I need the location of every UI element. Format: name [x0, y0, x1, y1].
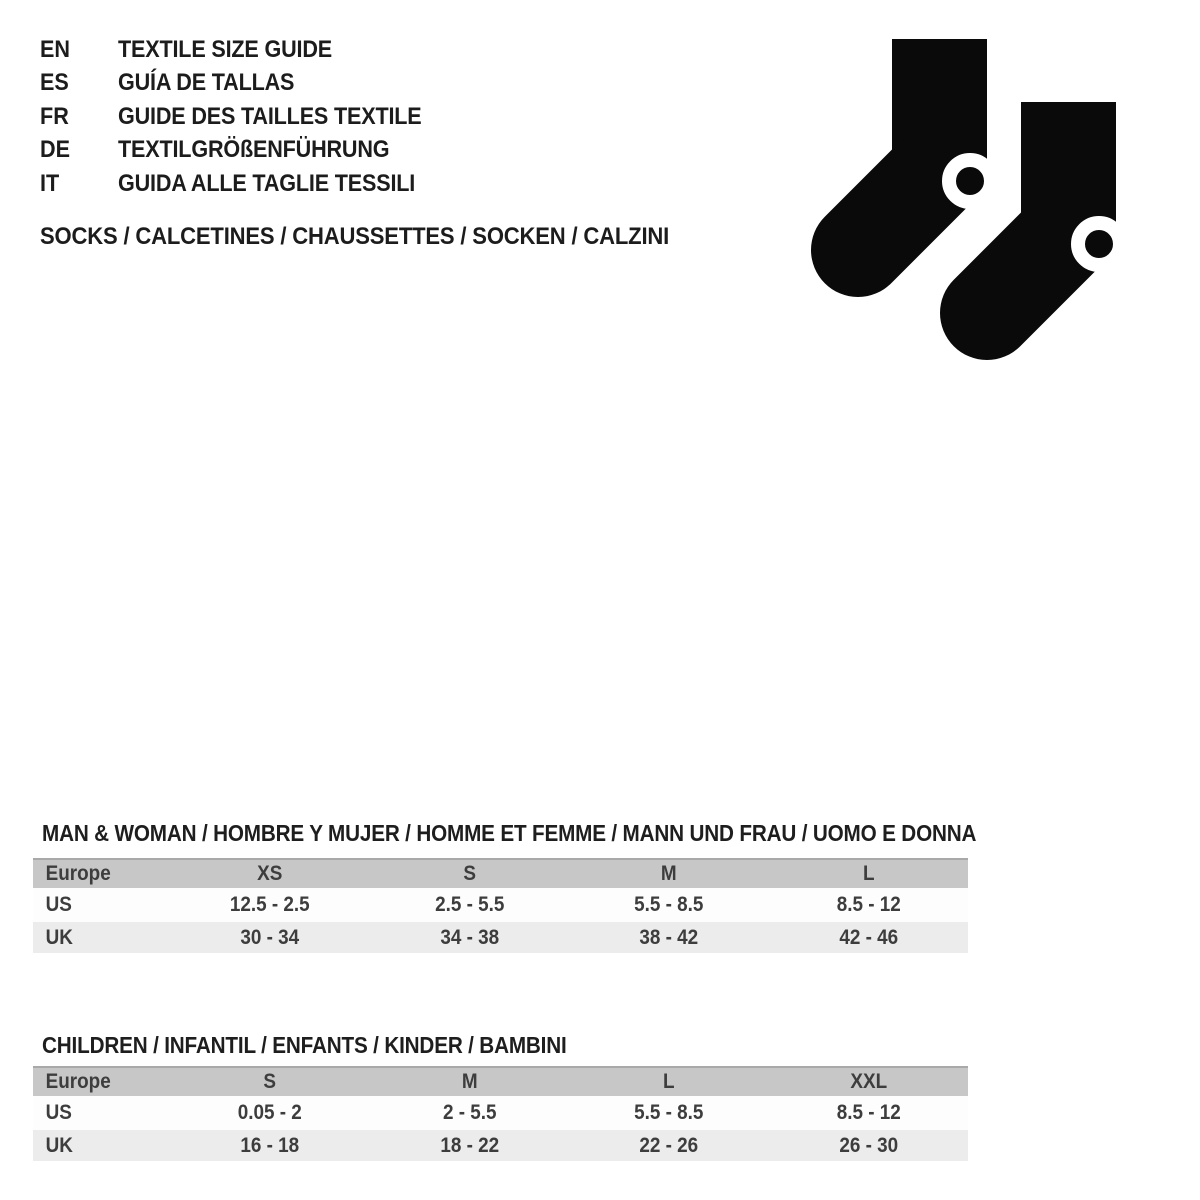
table-row-us [33, 888, 968, 922]
size-value-cell: 22 - 26 [639, 1133, 699, 1157]
size-table-title-children: CHILDREN / INFANTIL / ENFANTS / KINDER / BAMBINI [42, 1031, 567, 1058]
column-header-size: M [461, 1070, 478, 1093]
size-value-cell: 12.5 - 2.5 [229, 893, 310, 916]
language-row-fr [40, 100, 455, 134]
size-value-cell: 0.05 - 2 [237, 1101, 302, 1124]
product-category-text: SOCKS / CALCETINES / CHAUSSETTES / SOCKEN / CALZINI [40, 223, 670, 250]
table-header-row [33, 1066, 968, 1096]
language-row-de [40, 134, 455, 168]
column-header-size: XXL [849, 1070, 887, 1093]
socks-icon [810, 28, 1132, 364]
size-value-cell: 42 - 46 [838, 925, 898, 949]
table-row-uk [33, 922, 968, 953]
column-header-size: L [662, 1070, 675, 1093]
size-value-cell: 8.5 - 12 [836, 893, 901, 916]
size-value-cell: 8.5 - 12 [836, 1101, 901, 1124]
column-header-size: S [462, 862, 476, 885]
size-table-man-woman [33, 858, 968, 953]
region-cell: US [45, 893, 72, 916]
product-category-heading [40, 222, 739, 252]
region-cell: US [45, 1101, 72, 1124]
language-code: FR [40, 102, 69, 130]
table-row-uk [33, 1130, 968, 1161]
table-row-us [33, 1096, 968, 1130]
column-header-size: M [660, 862, 677, 885]
language-label: GUÍA DE TALLAS [118, 69, 295, 97]
language-row-es [40, 67, 455, 101]
language-label: TEXTILE SIZE GUIDE [118, 35, 332, 63]
column-header-size: S [263, 1070, 277, 1093]
size-value-cell: 5.5 - 8.5 [634, 893, 704, 916]
language-label: GUIDA ALLE TAGLIE TESSILI [118, 169, 416, 197]
language-label: TEXTILGRÖßENFÜHRUNG [118, 136, 390, 164]
language-code: DE [40, 136, 71, 164]
size-value-cell: 18 - 22 [439, 1133, 499, 1157]
language-code: IT [40, 169, 60, 197]
column-header-region: Europe [45, 1070, 111, 1093]
language-title-block [40, 33, 455, 201]
language-row-en [40, 33, 455, 67]
size-table-title-man-woman: MAN & WOMAN / HOMBRE Y MUJER / HOMME ET FEMME / MANN UND FRAU / UOMO E DONNA [42, 819, 977, 846]
language-row-it [40, 167, 455, 201]
column-header-size: XS [257, 862, 283, 885]
size-value-cell: 30 - 34 [240, 925, 300, 949]
region-cell: UK [45, 1133, 73, 1157]
table-header-row [33, 858, 968, 888]
size-value-cell: 34 - 38 [439, 925, 499, 949]
size-value-cell: 5.5 - 8.5 [634, 1101, 704, 1124]
language-code: EN [40, 35, 71, 63]
size-value-cell: 38 - 42 [639, 925, 699, 949]
size-value-cell: 16 - 18 [240, 1133, 300, 1157]
column-header-region: Europe [45, 862, 111, 885]
size-value-cell: 2.5 - 5.5 [434, 893, 504, 916]
size-value-cell: 2 - 5.5 [442, 1101, 497, 1124]
language-label: GUIDE DES TAILLES TEXTILE [118, 102, 422, 130]
region-cell: UK [45, 925, 73, 949]
column-header-size: L [862, 862, 875, 885]
size-value-cell: 26 - 30 [838, 1133, 898, 1157]
language-code: ES [40, 69, 69, 97]
size-table-children [33, 1066, 968, 1161]
